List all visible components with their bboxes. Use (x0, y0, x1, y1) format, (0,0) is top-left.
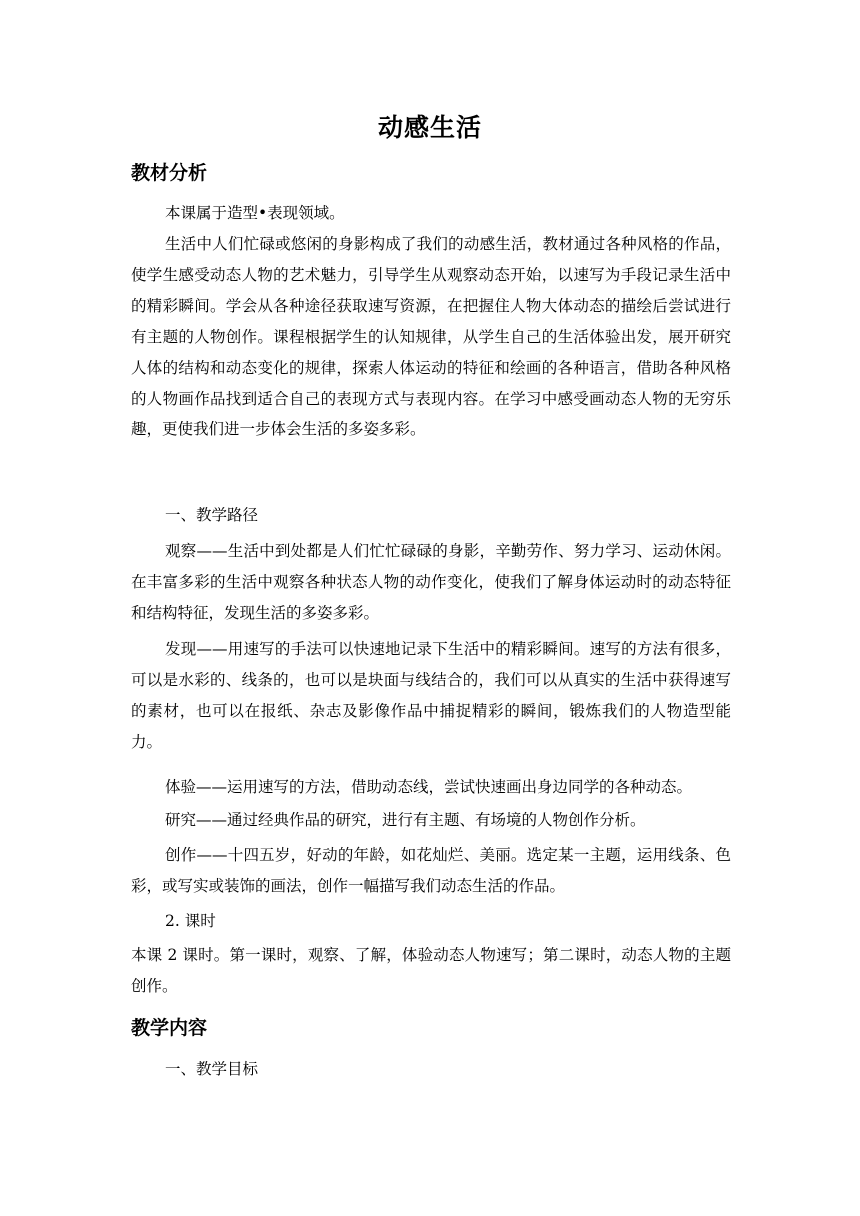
paragraph-lesson-domain: 本课属于造型•表现领域。 (165, 204, 345, 222)
paragraph-create: 创作——十四五岁，好动的年龄，如花灿烂、美丽。选定某一主题，运用线条、色彩，或写实或装饰的画法，创作一幅描写我们动态生活的作品。 (131, 846, 731, 895)
paragraph-discover: 发现——用速写的手法可以快速地记录下生活中的精彩瞬间。速写的方法有很多，可以是水彩的、线条的，也可以是块面与线结合的，我们可以从真实的生活中获得速写的素材，也可以在报纸、杂志及影像作品中捕捉精彩的瞬间，锻炼我们的人物造型能力。 (131, 640, 731, 751)
paragraph-teaching-goals-heading: 一、教学目标 (165, 1060, 259, 1078)
document-title: 动感生活 (377, 113, 482, 142)
paragraph-experience: 体验——运用速写的方法，借助动态线，尝试快速画出身边同学的各种动态。 (165, 778, 693, 796)
paragraph-textbook-overview: 生活中人们忙碌或悠闲的身影构成了我们的动感生活，教材通过各种风格的作品，使学生感受动态人物的艺术魅力，引导学生从观察动态开始，以速写为手段记录生活中的精彩瞬间。学会从各种途径获取速写资源，在把握住人物大体动态的描绘后尝试进行有主题的人物创作。课程根据学生的认知规律，从学生自己的生活体验出发，展开研究人体的结构和动态变化的规律，探索人体运动的特征和绘画的各种语言，借助各种风格的人物画作品找到适合自己的表现方式与表现内容。在学习中感受画动态人物的无穷乐趣，更使我们进一步体会生活的多姿多彩。 (131, 235, 731, 439)
paragraph-class-hours-heading: 2. 课时 (165, 912, 216, 930)
paragraph-class-hours: 本课 2 课时。第一课时，观察、了解，体验动态人物速写；第二课时，动态人物的主题创作。 (131, 946, 731, 995)
section-heading-textbook-analysis: 教材分析 (131, 162, 208, 184)
paragraph-teaching-path-heading: 一、教学路径 (165, 506, 259, 524)
paragraph-research: 研究——通过经典作品的研究，进行有主题、有场境的人物创作分析。 (165, 811, 646, 829)
paragraph-observe: 观察——生活中到处都是人们忙忙碌碌的身影，辛勤劳作、努力学习、运动休闲。在丰富多彩的生活中观察各种状态人物的动作变化，使我们了解身体运动时的动态特征和结构特征，发现生活的多姿多彩。 (131, 542, 731, 622)
section-heading-teaching-content: 教学内容 (131, 1017, 208, 1039)
